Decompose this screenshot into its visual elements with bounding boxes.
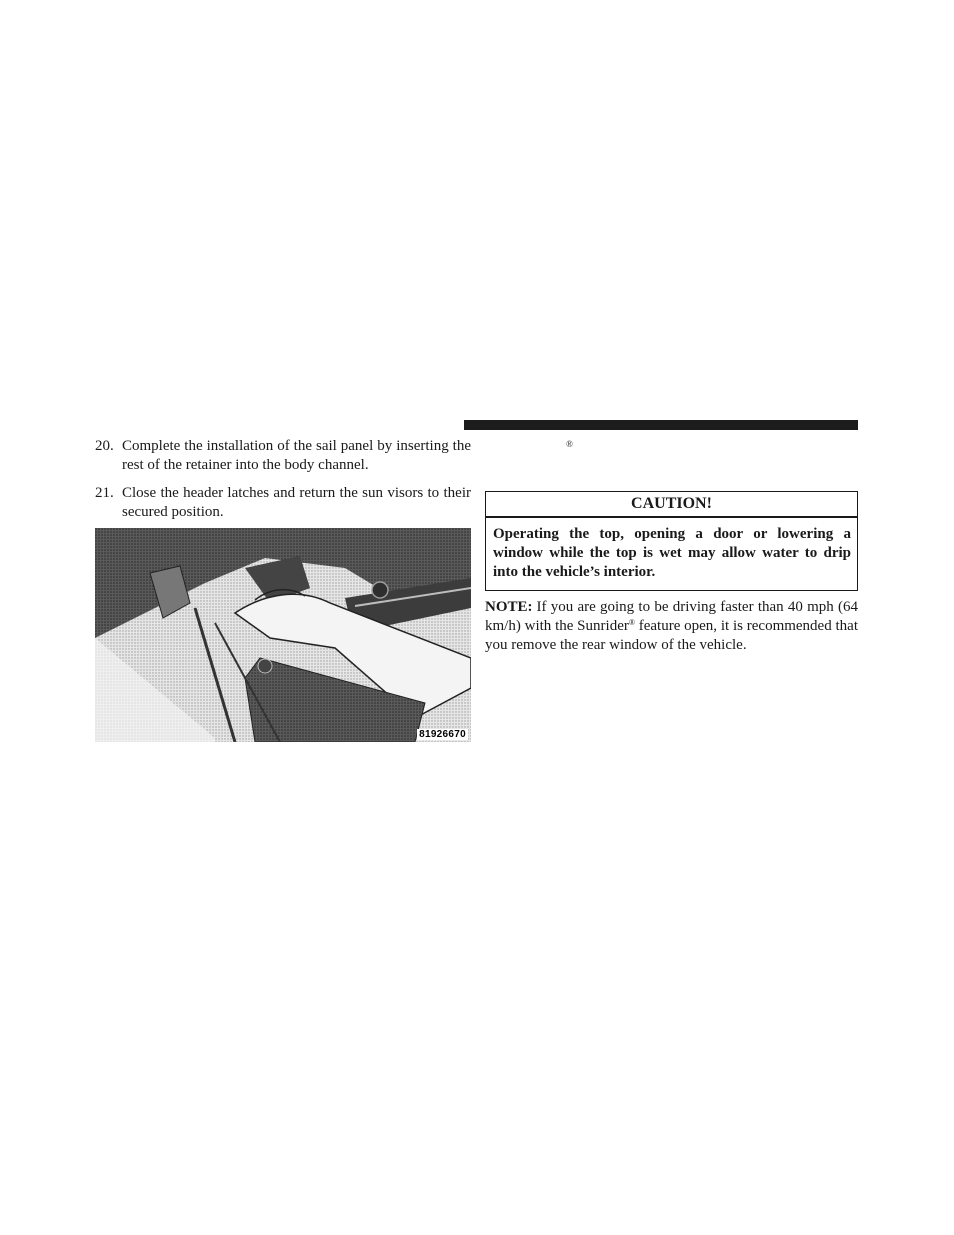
instruction-steps xyxy=(95,437,471,522)
registered-mark: ® xyxy=(566,439,573,449)
figure-id-label: 81926670 xyxy=(419,729,466,740)
sun-visor-illustration xyxy=(95,528,471,742)
registered-mark: ® xyxy=(628,618,635,627)
step-number: 20. xyxy=(95,438,114,454)
step-20 xyxy=(95,437,471,475)
note-text-before: If you are going to be driving faster than 40 mph (64 km/h) with the Sunrider xyxy=(485,599,858,634)
step-text: Complete the installation of the sail panel by inserting the rest of the retainer into the body channel. xyxy=(122,438,471,473)
note-paragraph xyxy=(485,598,858,655)
step-text: Close the header latches and return the sun visors to their secured position. xyxy=(122,485,471,520)
note-text-after: feature open, it is recommended that you remove the rear window of the vehicle. xyxy=(485,618,858,653)
step-21 xyxy=(95,484,471,522)
caution-box xyxy=(485,491,858,591)
step-number: 21. xyxy=(95,485,114,501)
illustration-drawing xyxy=(95,528,471,742)
caution-body: Operating the top, opening a door or lowering a window while the top is wet may allow water to drip into the vehicle’s interior. xyxy=(493,526,851,580)
caution-title: CAUTION! xyxy=(486,492,857,518)
section-header-bar xyxy=(464,420,858,430)
note-label: NOTE: xyxy=(485,599,533,615)
